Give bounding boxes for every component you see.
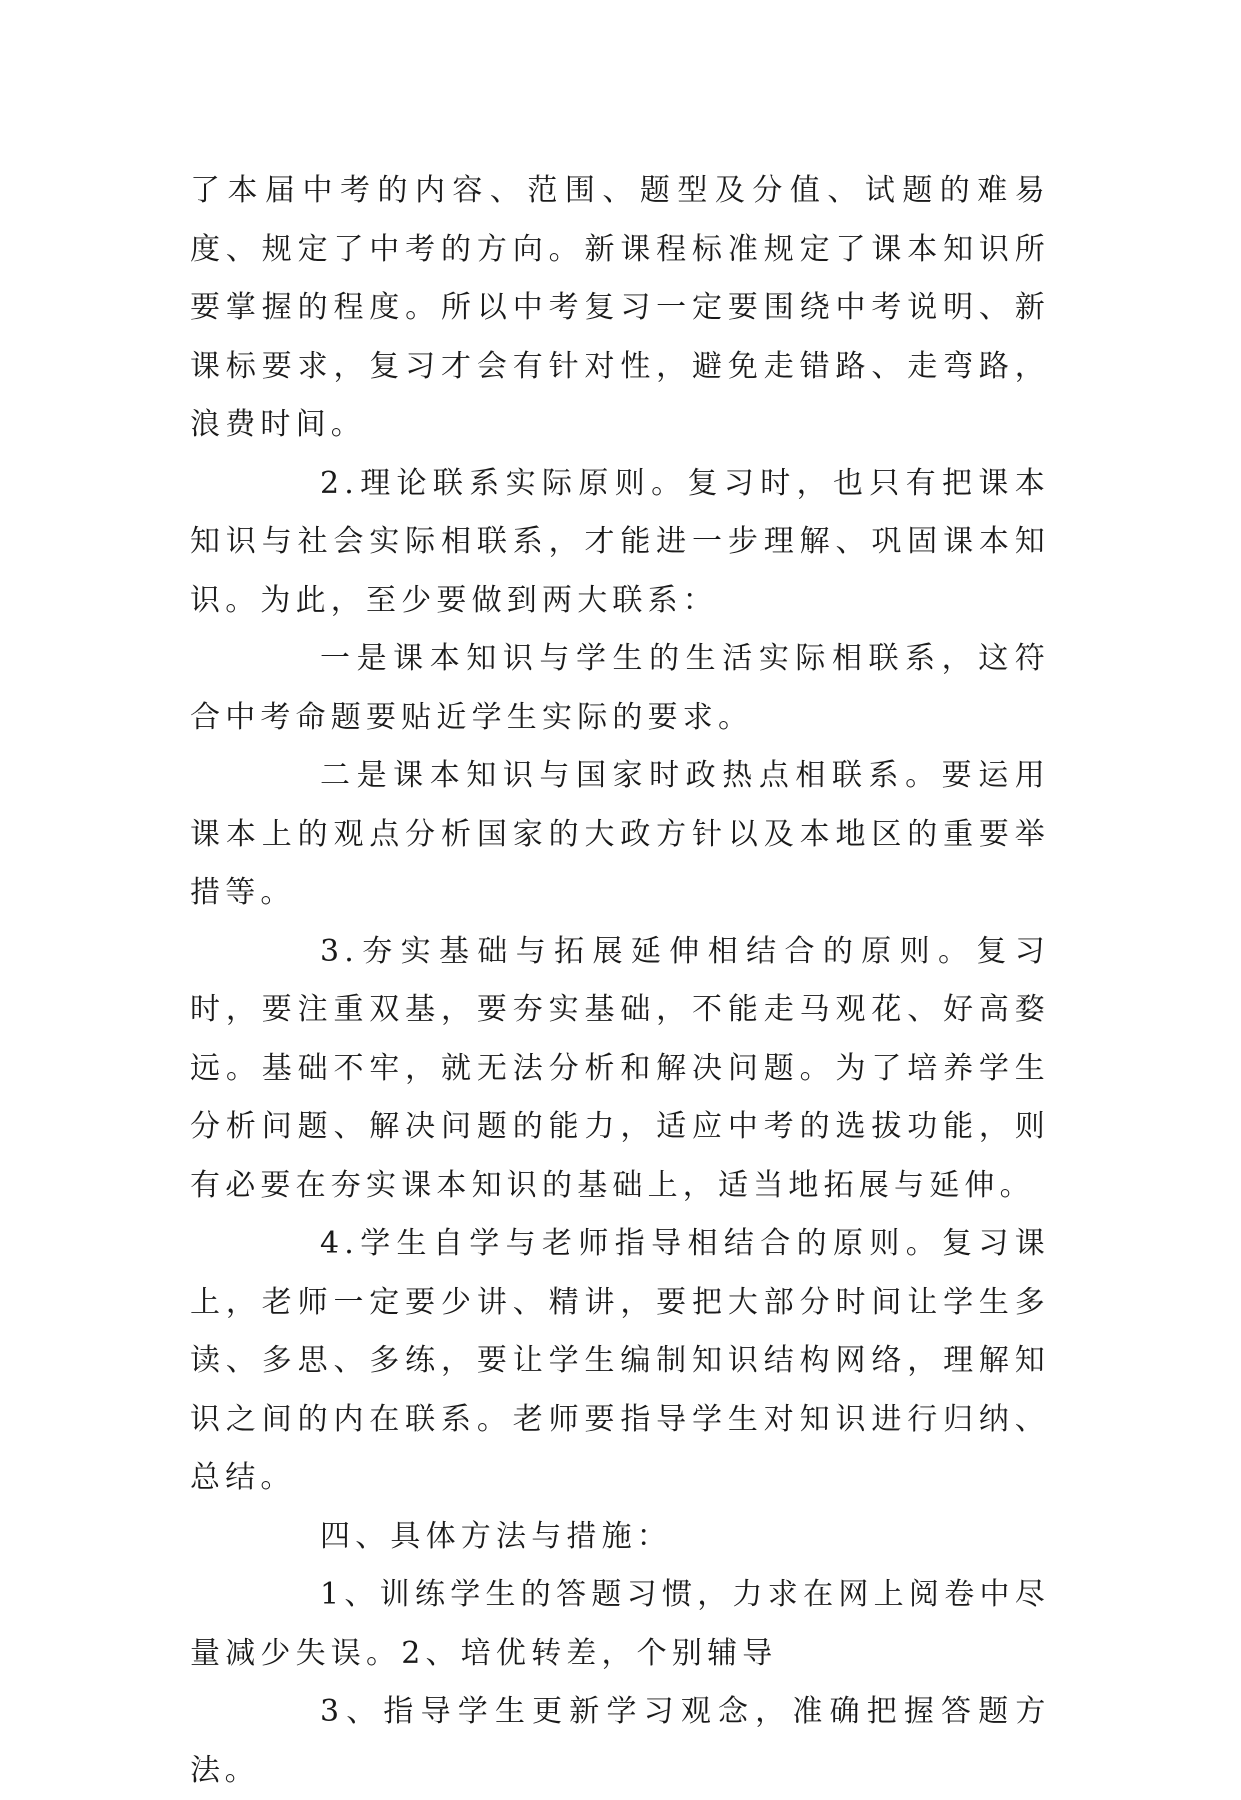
paragraph-link-politics: 二是课本知识与国家时政热点相联系。要运用课本上的观点分析国家的大政方针以及本地区的重要举措等。 [190,758,1050,910]
paragraph-principle-4: 4.学生自学与老师指导相结合的原则。复习课上，老师一定要少讲、精讲，要把大部分时间让学生多读、多思、多练，要让学生编制知识结构网络，理解知识之间的内在联系。老师要指导学生对知识进行归纳、总结。 [190,1226,1050,1495]
paragraph-link-life: 一是课本知识与学生的生活实际相联系，这符合中考命题要贴近学生实际的要求。 [190,641,1050,735]
document-body [190,162,1050,1800]
paragraph-exam-scope: 了本届中考的内容、范围、题型及分值、试题的难易度、规定了中考的方向。新课程标准规定了课本知识所要掌握的程度。所以中考复习一定要围绕中考说明、新课标要求，复习才会有针对性，避免走错路、走弯路，浪费时间。 [190,173,1050,442]
paragraph-method-3: 3、指导学生更新学习观念，准确把握答题方法。 [190,1694,1050,1788]
paragraph-method-1-2: 1、训练学生的答题习惯，力求在网上阅卷中尽量减少失误。2、培优转差，个别辅导 [190,1577,1050,1671]
paragraph-principle-3: 3.夯实基础与拓展延伸相结合的原则。复习时，要注重双基，要夯实基础，不能走马观花、好高婺远。基础不牢，就无法分析和解决问题。为了培养学生分析问题、解决问题的能力，适应中考的选拔功能，则有必要在夯实课本知识的基础上，适当地拓展与延伸。 [190,933,1050,1203]
section-heading-methods: 四、具体方法与措施： [320,1518,672,1554]
paragraph-principle-2: 2.理论联系实际原则。复习时，也只有把课本知识与社会实际相联系，才能进一步理解、巩固课本知识。为此，至少要做到两大联系： [190,465,1050,618]
